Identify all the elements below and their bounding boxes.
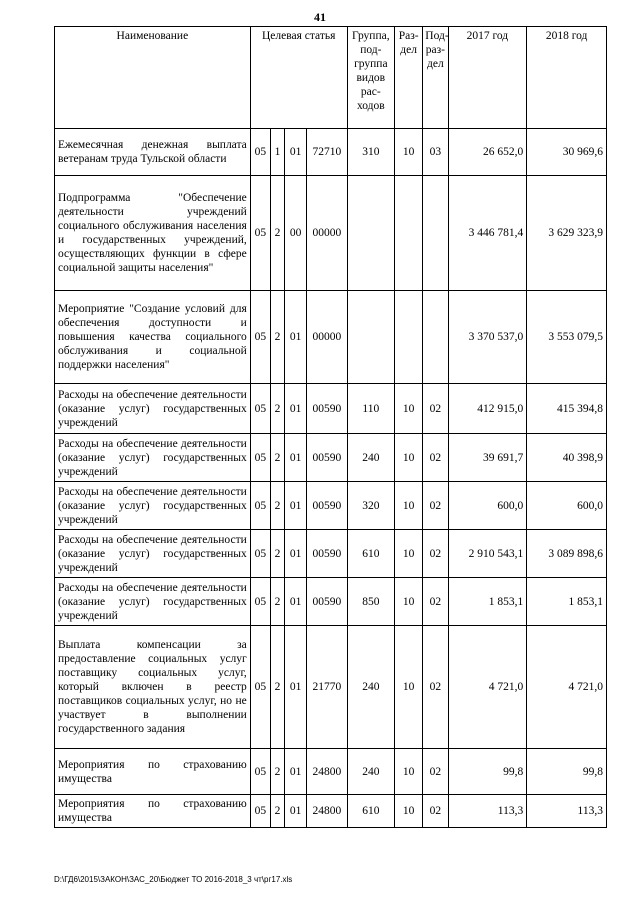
row-program: 05 <box>250 626 270 749</box>
row-direction: 00590 <box>307 384 347 434</box>
row-subprogram: 1 <box>270 129 284 176</box>
row-subprogram: 2 <box>270 626 284 749</box>
row-amount-2017: 2 910 543,1 <box>448 530 527 578</box>
row-subsection: 02 <box>423 749 448 795</box>
row-subsection: 02 <box>423 578 448 626</box>
row-amount-2017: 4 721,0 <box>448 626 527 749</box>
row-amount-2018: 415 394,8 <box>527 384 607 434</box>
row-program: 05 <box>250 384 270 434</box>
row-group: 610 <box>347 530 394 578</box>
row-section: 10 <box>395 795 423 828</box>
row-name: Выплата компенсации за предоставление социальных услуг поставщику социальных услуг, который включен в реестр поставщиков социальных услуг, но не участвует в выполнении государственного задания <box>55 626 251 749</box>
header-name: Наименование <box>55 27 251 129</box>
row-subprogram: 2 <box>270 795 284 828</box>
row-direction: 24800 <box>307 749 347 795</box>
table-row <box>55 291 607 384</box>
row-group: 240 <box>347 434 394 482</box>
row-name: Мероприятия по страхованию имущества <box>55 795 251 828</box>
row-subprogram: 2 <box>270 291 284 384</box>
row-direction: 21770 <box>307 626 347 749</box>
row-event: 01 <box>285 129 307 176</box>
row-subsection: 03 <box>423 129 448 176</box>
row-amount-2017: 113,3 <box>448 795 527 828</box>
header-target-article: Целевая статья <box>250 27 347 129</box>
header-section: Раз-дел <box>395 27 423 129</box>
row-subsection <box>423 291 448 384</box>
row-section: 10 <box>395 578 423 626</box>
row-direction: 00590 <box>307 578 347 626</box>
row-program: 05 <box>250 530 270 578</box>
row-name: Мероприятия по страхованию имущества <box>55 749 251 795</box>
row-direction: 00000 <box>307 291 347 384</box>
row-name: Расходы на обеспечение деятельности (оказание услуг) государственных учреждений <box>55 482 251 530</box>
row-amount-2018: 3 553 079,5 <box>527 291 607 384</box>
row-event: 01 <box>285 578 307 626</box>
row-subprogram: 2 <box>270 176 284 291</box>
row-amount-2018: 1 853,1 <box>527 578 607 626</box>
row-subprogram: 2 <box>270 530 284 578</box>
row-name: Подпрограмма "Обеспечение деятельности учреждений социального обслуживания населения и государственных учреждений, осуществляющих функции в сфере социальной защиты населения" <box>55 176 251 291</box>
row-amount-2018: 3 089 898,6 <box>527 530 607 578</box>
table-row <box>55 434 607 482</box>
row-name: Мероприятие "Создание условий для обеспечения доступности и повышения качества социального обслуживания и социальной поддержки населения" <box>55 291 251 384</box>
row-name: Расходы на обеспечение деятельности (оказание услуг) государственных учреждений <box>55 578 251 626</box>
row-event: 01 <box>285 626 307 749</box>
row-direction: 00590 <box>307 530 347 578</box>
row-amount-2018: 40 398,9 <box>527 434 607 482</box>
row-subsection: 02 <box>423 795 448 828</box>
row-subprogram: 2 <box>270 384 284 434</box>
row-direction: 00590 <box>307 482 347 530</box>
row-program: 05 <box>250 291 270 384</box>
table-row <box>55 626 607 749</box>
row-amount-2017: 3 370 537,0 <box>448 291 527 384</box>
row-name: Расходы на обеспечение деятельности (оказание услуг) государственных учреждений <box>55 384 251 434</box>
row-group <box>347 291 394 384</box>
header-year-2018: 2018 год <box>527 27 607 129</box>
row-section: 10 <box>395 749 423 795</box>
row-group <box>347 176 394 291</box>
row-subsection: 02 <box>423 434 448 482</box>
row-direction: 24800 <box>307 795 347 828</box>
row-group: 240 <box>347 626 394 749</box>
row-amount-2018: 3 629 323,9 <box>527 176 607 291</box>
row-amount-2017: 600,0 <box>448 482 527 530</box>
row-program: 05 <box>250 795 270 828</box>
row-amount-2018: 600,0 <box>527 482 607 530</box>
row-subsection <box>423 176 448 291</box>
row-direction: 00000 <box>307 176 347 291</box>
table-row <box>55 530 607 578</box>
table-row <box>55 482 607 530</box>
row-amount-2018: 113,3 <box>527 795 607 828</box>
row-group: 110 <box>347 384 394 434</box>
row-program: 05 <box>250 482 270 530</box>
row-section <box>395 176 423 291</box>
row-section: 10 <box>395 129 423 176</box>
row-subsection: 02 <box>423 530 448 578</box>
row-subprogram: 2 <box>270 482 284 530</box>
row-amount-2017: 26 652,0 <box>448 129 527 176</box>
row-event: 00 <box>285 176 307 291</box>
row-subsection: 02 <box>423 626 448 749</box>
row-group: 850 <box>347 578 394 626</box>
row-name: Расходы на обеспечение деятельности (оказание услуг) государственных учреждений <box>55 434 251 482</box>
row-group: 310 <box>347 129 394 176</box>
page-number: 41 <box>314 10 326 24</box>
row-group: 610 <box>347 795 394 828</box>
row-section: 10 <box>395 530 423 578</box>
row-direction: 00590 <box>307 434 347 482</box>
row-amount-2017: 99,8 <box>448 749 527 795</box>
table-row <box>55 384 607 434</box>
row-program: 05 <box>250 176 270 291</box>
table-row <box>55 176 607 291</box>
budget-table <box>54 26 607 828</box>
row-amount-2017: 1 853,1 <box>448 578 527 626</box>
row-section: 10 <box>395 482 423 530</box>
row-subprogram: 2 <box>270 749 284 795</box>
row-event: 01 <box>285 749 307 795</box>
row-amount-2017: 3 446 781,4 <box>448 176 527 291</box>
row-amount-2018: 30 969,6 <box>527 129 607 176</box>
row-amount-2017: 412 915,0 <box>448 384 527 434</box>
row-amount-2018: 4 721,0 <box>527 626 607 749</box>
header-row <box>55 27 607 129</box>
row-program: 05 <box>250 578 270 626</box>
table-row <box>55 795 607 828</box>
row-event: 01 <box>285 291 307 384</box>
row-event: 01 <box>285 434 307 482</box>
row-program: 05 <box>250 129 270 176</box>
row-section <box>395 291 423 384</box>
row-event: 01 <box>285 530 307 578</box>
row-group: 240 <box>347 749 394 795</box>
row-event: 01 <box>285 795 307 828</box>
table-row <box>55 129 607 176</box>
table-body <box>55 129 607 828</box>
row-subprogram: 2 <box>270 434 284 482</box>
table-row <box>55 749 607 795</box>
row-name: Ежемесячная денежная выплата ветеранам труда Тульской области <box>55 129 251 176</box>
row-amount-2018: 99,8 <box>527 749 607 795</box>
header-group: Группа, под-группа видов рас-ходов <box>347 27 394 129</box>
table-row <box>55 578 607 626</box>
header-subsection: Под-раз-дел <box>423 27 448 129</box>
row-name: Расходы на обеспечение деятельности (оказание услуг) государственных учреждений <box>55 530 251 578</box>
row-section: 10 <box>395 626 423 749</box>
row-subprogram: 2 <box>270 578 284 626</box>
row-program: 05 <box>250 434 270 482</box>
row-subsection: 02 <box>423 384 448 434</box>
row-program: 05 <box>250 749 270 795</box>
row-amount-2017: 39 691,7 <box>448 434 527 482</box>
row-event: 01 <box>285 384 307 434</box>
row-section: 10 <box>395 434 423 482</box>
row-group: 320 <box>347 482 394 530</box>
row-subsection: 02 <box>423 482 448 530</box>
header-year-2017: 2017 год <box>448 27 527 129</box>
footer-file-path: D:\ГД6\2015\ЗАКОН\ЗАС_20\Бюджет ТО 2016-2018_3 чт\рг17.xls <box>54 875 293 884</box>
row-event: 01 <box>285 482 307 530</box>
row-section: 10 <box>395 384 423 434</box>
row-direction: 72710 <box>307 129 347 176</box>
